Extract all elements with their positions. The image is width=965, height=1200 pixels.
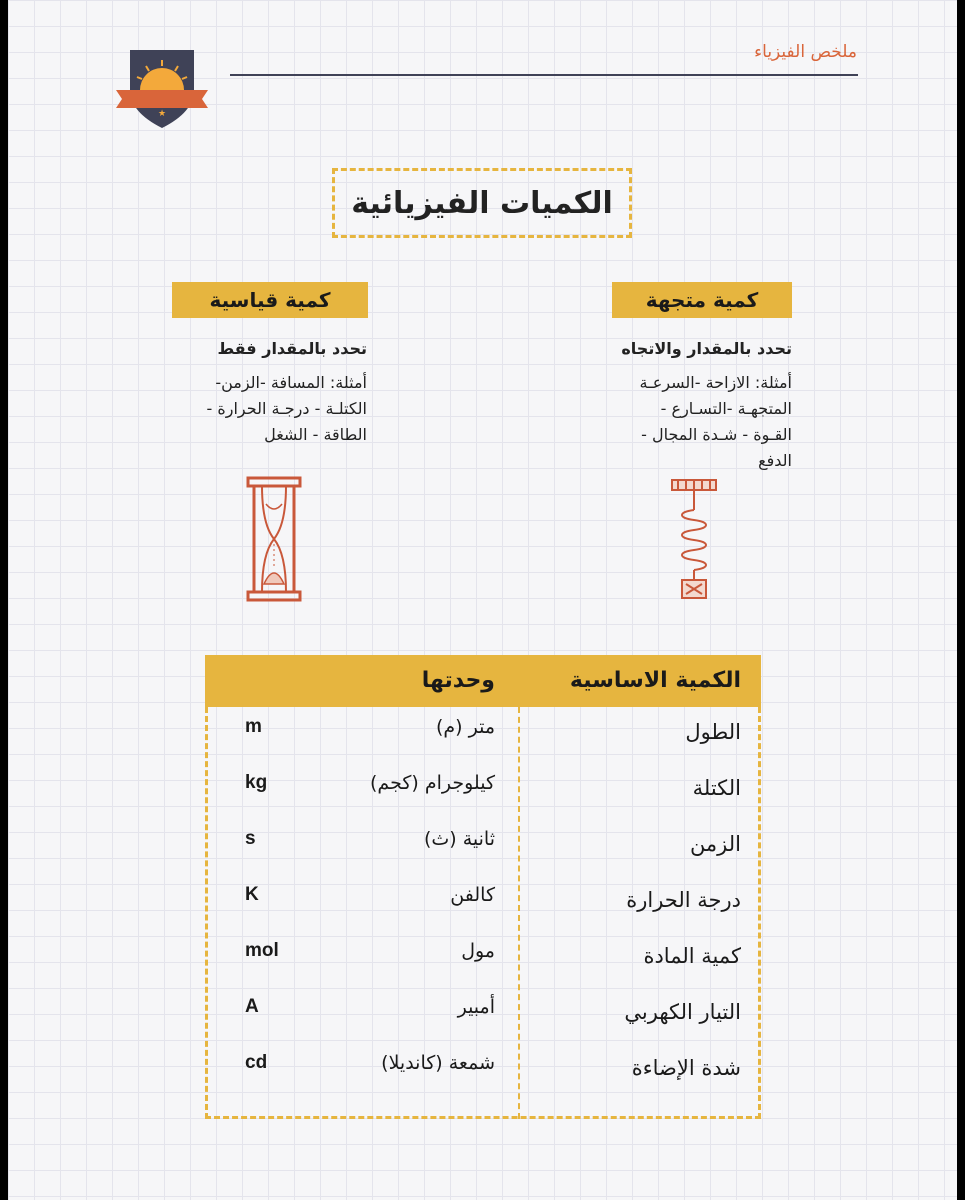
table-row [205,992,761,1032]
scalar-examples [167,370,367,448]
quantity-cell: كمية المادة [643,944,741,968]
vector-example-line: المتجهـة -التسـارع - [660,399,792,418]
vector-example-line: القـوة - شـدة المجال - [641,425,792,444]
symbol-cell: A [245,996,259,1017]
table-row [205,712,761,752]
symbol-cell: m [245,716,262,737]
vector-example-line: الدفع [758,451,792,470]
header-basic-quantity: الكمية الاساسية [569,668,741,693]
symbol-cell: mol [245,940,279,961]
unit-cell: مول [461,940,495,962]
quantity-cell: الكتلة [692,776,741,800]
symbol-cell: K [245,884,259,905]
symbol-cell: kg [245,772,268,793]
header-title: ملخص الفيزياء [754,42,857,62]
quantity-cell: شدة الإضاءة [631,1056,741,1080]
unit-cell: أمبير [457,996,495,1018]
header-unit: وحدتها [421,668,495,693]
table-row [205,880,761,920]
document-page [8,0,957,1200]
quantity-cell: درجة الحرارة [626,888,741,912]
vector-examples [592,370,792,474]
scalar-example-line: الطاقة - الشغل [264,425,367,444]
unit-cell: ثانية (ث) [423,828,495,850]
scalar-definition: تحدد بالمقدار فقط [217,339,367,358]
scalar-quantity-label: كمية قياسية [172,282,368,318]
main-title: الكميات الفيزيائية [332,168,632,238]
academy-logo [112,46,212,134]
unit-cell: كيلوجرام (كجم) [370,772,495,794]
vector-definition: تحدد بالمقدار والاتجاه [621,339,792,358]
table-row [205,936,761,976]
hourglass-icon [244,474,304,604]
spring-icon [668,474,724,604]
unit-cell: متر (م) [435,716,495,738]
table-row [205,824,761,864]
units-table-header [205,655,761,707]
unit-cell: شمعة (كانديلا) [381,1052,495,1074]
table-row [205,1048,761,1088]
scalar-example-line: أمثلة: المسافة -الزمن- [215,373,367,392]
vector-quantity-label: كمية متجهة [612,282,792,318]
unit-cell: كالفن [450,884,495,906]
scalar-example-line: الكتلـة - درجـة الحرارة - [206,399,367,418]
quantity-cell: التيار الكهربي [624,1000,741,1024]
vector-example-line: أمثلة: الازاحة -السرعـة [639,373,792,392]
svg-text:★: ★ [157,109,167,119]
symbol-cell: cd [245,1052,268,1073]
table-row [205,768,761,808]
quantity-cell: الطول [685,720,741,744]
quantity-cell: الزمن [689,832,741,856]
symbol-cell: s [245,828,256,849]
header-divider [230,74,858,76]
